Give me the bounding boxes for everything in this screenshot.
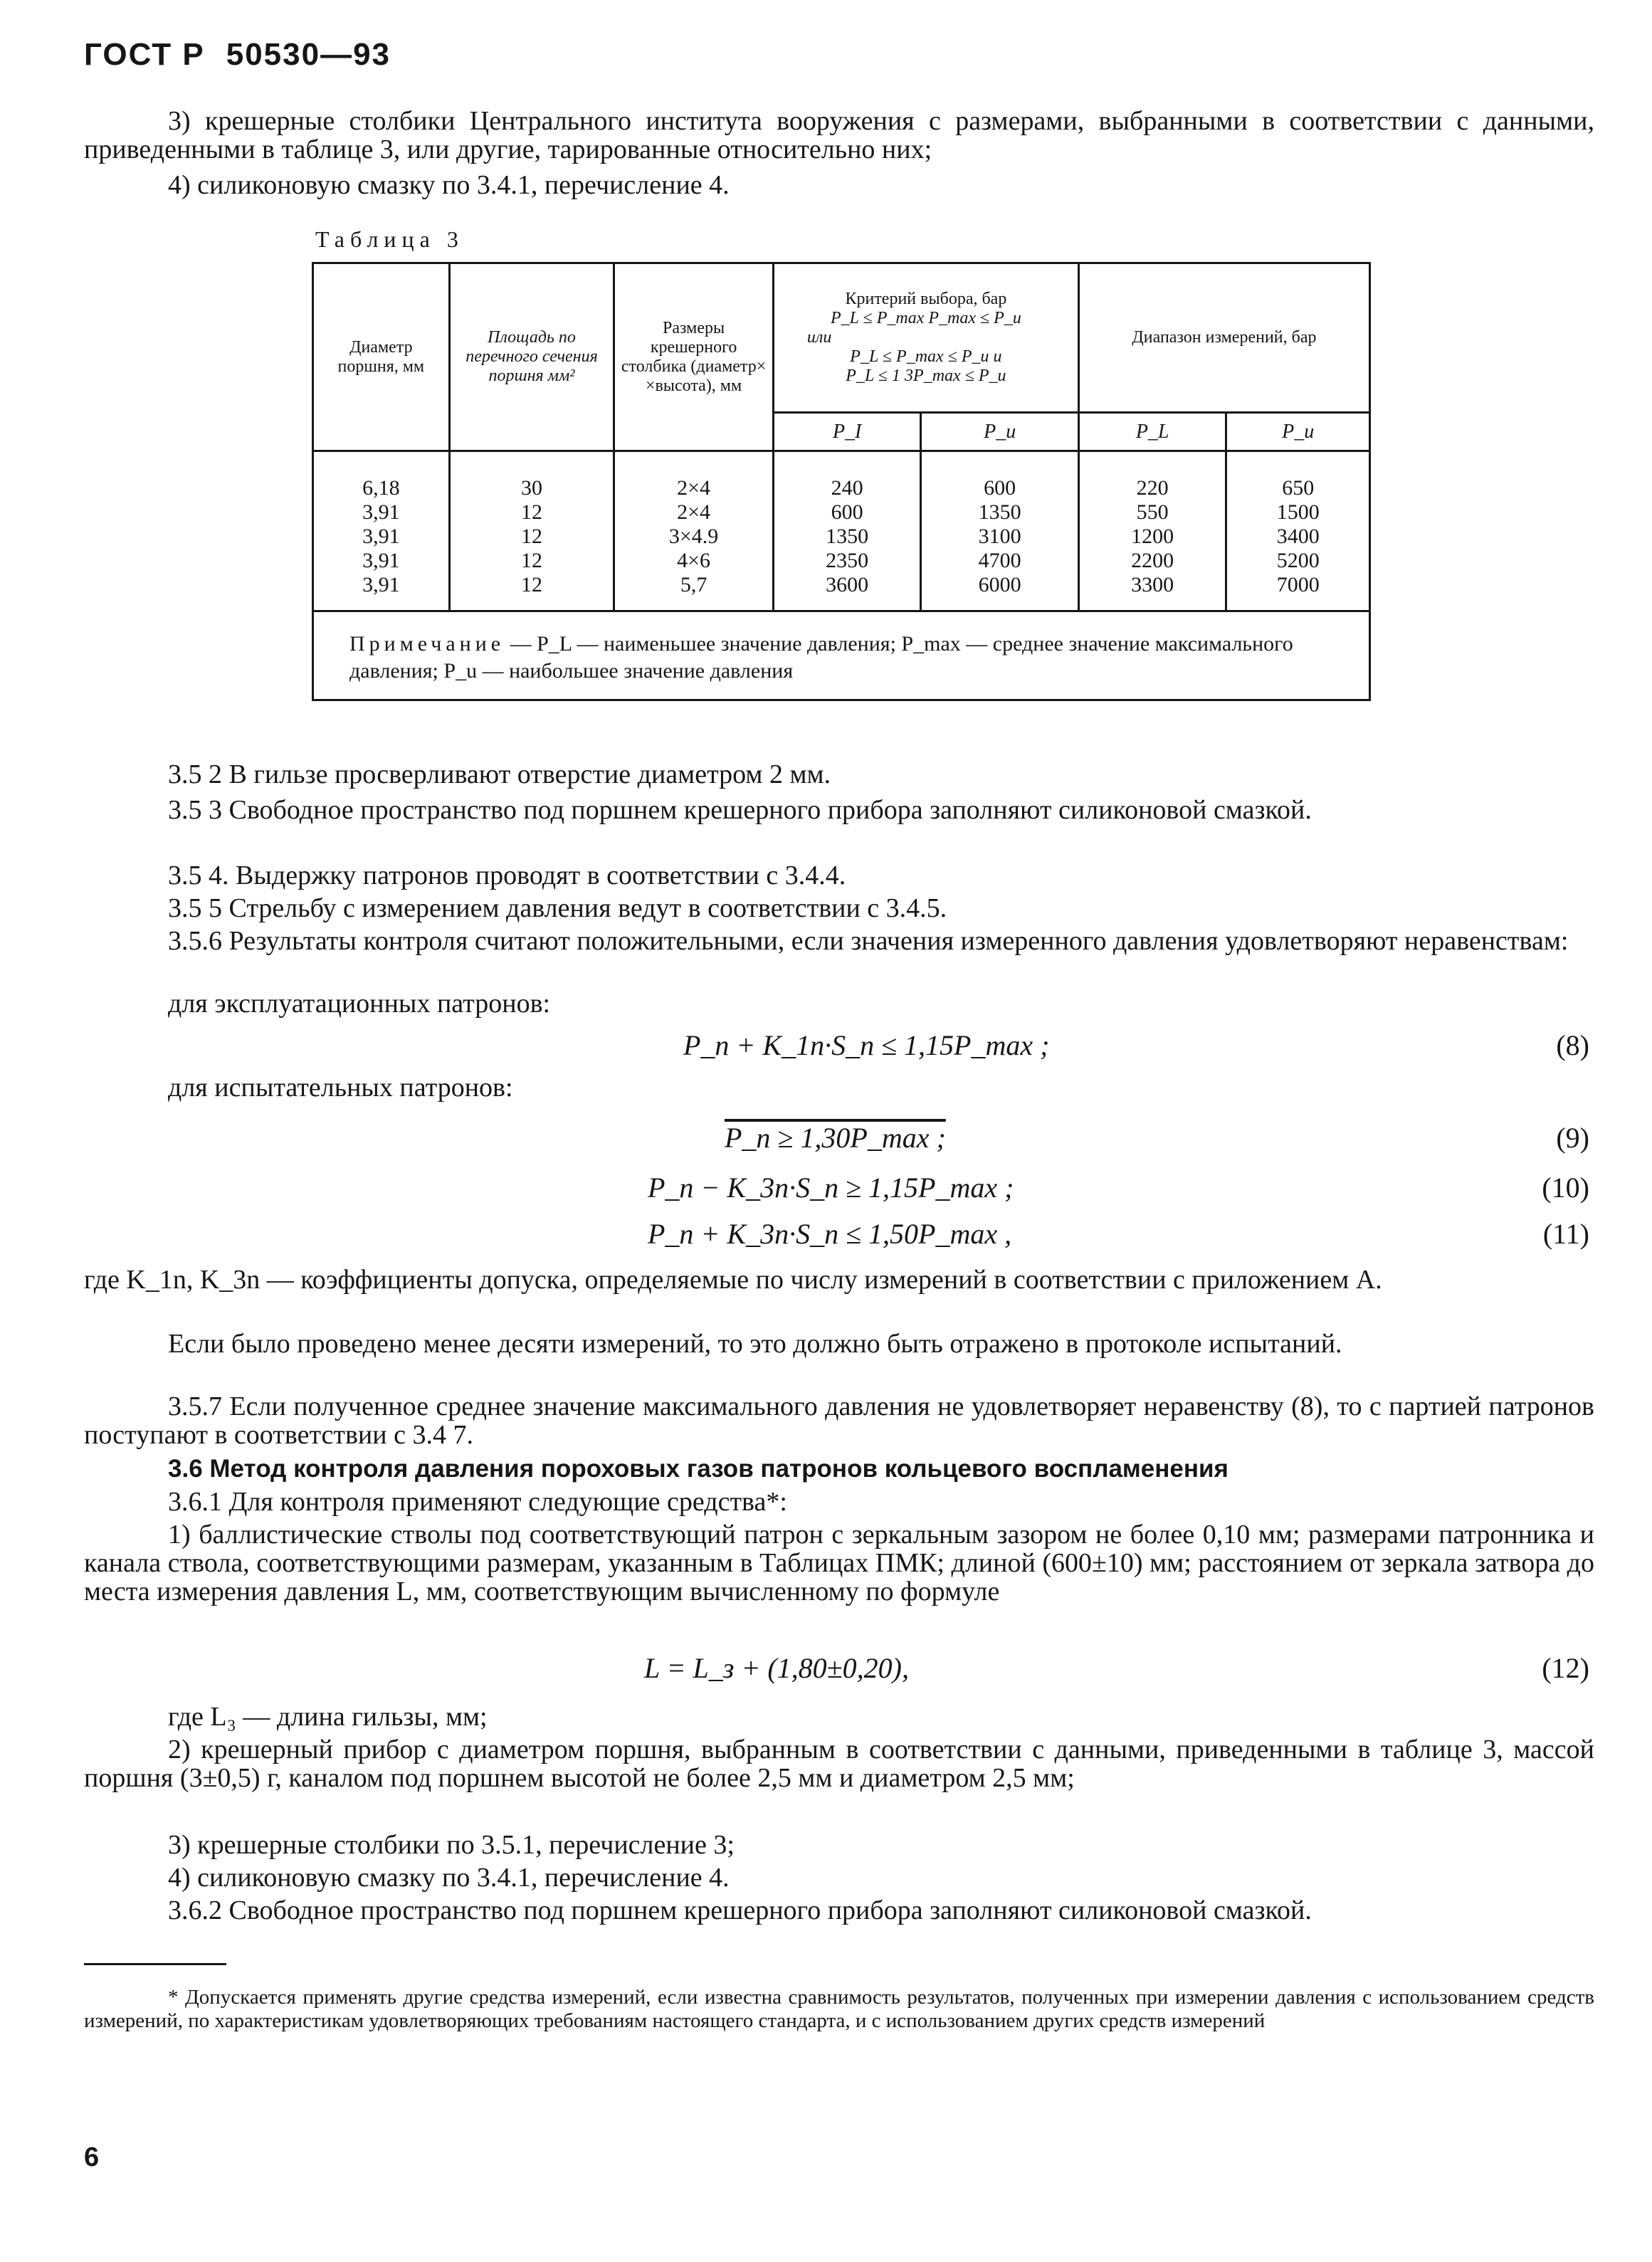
col-header-area: Площадь по перечного сечения поршня мм² <box>449 263 614 451</box>
para-3-5-3: 3.5 3 Свободное пространство под поршнем крешерного прибора заполняют силиконовой смазкой. <box>168 795 1312 825</box>
col-header-size: Размеры крешерного столбика (диаметр× ×высота), мм <box>614 263 774 451</box>
para-3-6-2: 3.6.2 Свободное пространство под поршнем крешерного прибора заполняют силиконовой смазкой. <box>168 1895 1312 1925</box>
para-3-5-6: 3.5.6 Результаты контроля считают положительными, если значения измеренного давления удовлетворяют неравенствам: <box>168 926 1569 956</box>
para-3-5-5: 3.5 5 Стрельбу с измерением давления ведут в соответствии с 3.4.5. <box>168 893 947 923</box>
subheader-range-pu: P_u <box>1226 413 1370 451</box>
table-cell: 6000 <box>978 573 1021 596</box>
formula-8: P_n + K_1n·S_n ≤ 1,15P_max ; <box>683 1029 1050 1061</box>
para-3-5-2: 3.5 2 В гильзе просверливают отверстие диаметром 2 мм. <box>168 759 831 789</box>
list-item-1: 1) баллистические стволы под соответствующий патрон с зеркальным зазором не более 0,10 мм; размерами патронника и канала ствола, соответствующими размерам, указанным в Таблицах ПМК; длиной (600±10) мм; расстоянием от зеркала затвора до места измерения давления L, мм, соответствующим вычисленному по формуле <box>84 1520 1594 1606</box>
table-cell: 240 <box>831 476 863 500</box>
col-diameter <box>313 451 450 611</box>
table-cell: 5200 <box>1276 549 1320 572</box>
para-if-less: Если было проведено менее десяти измерений, то это должно быть отражено в протоколе испытаний. <box>168 1329 1342 1359</box>
table-cell: 3600 <box>826 573 869 596</box>
note-label: Примечание <box>349 632 505 656</box>
formula-8-number: (8) <box>1556 1029 1589 1061</box>
table-cell: 1500 <box>1276 500 1320 524</box>
table-caption: Таблица 3 <box>315 226 464 252</box>
table-cell: 3×4.9 <box>668 525 719 548</box>
table-cell: 4700 <box>978 549 1021 572</box>
formula-9-number: (9) <box>1556 1122 1589 1154</box>
table-data-block <box>313 451 1370 611</box>
table-note <box>313 611 1370 700</box>
table-cell: 3400 <box>1276 525 1320 548</box>
criterion-or: или <box>806 328 832 347</box>
table-cell: 12 <box>520 525 542 548</box>
intro-item-3: 3) крешерные столбики Центрального института вооружения с размерами, выбранными в соответствии с данными, приведенными в таблице 3, или другие, тарированные относительно них; <box>84 106 1594 164</box>
col-crit-pl <box>773 451 921 611</box>
formula-12: L = L_з + (1,80±0,20), <box>644 1652 909 1684</box>
para-3-5-7: 3.5.7 Если полученное среднее значение максимального давления не удовлетворяет неравенству (8), то с партией патронов поступают в соответствии с 3.4 7. <box>84 1392 1594 1450</box>
table-cell: 600 <box>984 476 1016 500</box>
col-header-diameter: Диаметр поршня, мм <box>313 263 450 451</box>
note-text: — P_L — наименьшее значение давления; P_max — среднее значение максимального давления; P_u — наибольшее значение давления <box>349 632 1293 683</box>
list-item-2: 2) крешерный прибор с диаметром поршня, выбранным в соответствии с данными, приведенными в таблице 3, массой поршня (3±0,5) г, каналом под поршнем высотой не более 2,5 мм и диаметром 2,5 мм; <box>84 1735 1594 1793</box>
table-cell: 3,91 <box>362 549 400 572</box>
table-cell: 3300 <box>1131 573 1174 596</box>
section-3-6-title: 3.6 Метод контроля давления пороховых газов патронов кольцевого воспламенения <box>168 1455 1229 1483</box>
table-cell: 650 <box>1282 476 1315 500</box>
table-cell: 3,91 <box>362 525 400 548</box>
criterion-line-1: P_L ≤ P_max P_max ≤ P_u <box>830 309 1021 327</box>
table-cell: 2×4 <box>677 476 711 500</box>
table-cell: 1350 <box>826 525 869 548</box>
where-k-coefficients: где K_1n, K_3n — коэффициенты допуска, определяемые по числу измерений в соответствии с приложением А. <box>84 1265 1382 1295</box>
table-cell: 1200 <box>1131 525 1174 548</box>
criterion-line-2: P_L ≤ P_max ≤ P_u и <box>850 347 1002 366</box>
criterion-title: Критерий выбора, бар <box>845 290 1007 308</box>
document-header <box>84 37 391 73</box>
label-test-cartridges: для испытательных патронов: <box>168 1073 513 1103</box>
formula-9: P_n ≥ 1,30P_max ; <box>725 1122 946 1154</box>
list-item-4: 4) силиконовую смазку по 3.4.1, перечисление 4. <box>168 1863 730 1893</box>
table-cell: 550 <box>1136 500 1169 524</box>
table-cell: 7000 <box>1276 573 1320 596</box>
subheader-crit-pu: P_u <box>921 413 1078 451</box>
subheader-crit-pl: P_I <box>773 413 921 451</box>
table-cell: 600 <box>831 500 863 524</box>
where-l3: где L₃ — длина гильзы, мм; <box>168 1702 488 1732</box>
para-3-5-4: 3.5 4. Выдержку патронов проводят в соответствии с 3.4.4. <box>168 861 846 890</box>
footnote: * Допускается применять другие средства измерений, если известна сравнимость результатов, полученных при измерении давления с использованием средств измерений, по характеристикам удовлетворяющих требованиям настоящего стандарта, и с использованием других средств измерений <box>84 1986 1594 2032</box>
col-range-pl <box>1078 451 1226 611</box>
table-cell: 2×4 <box>677 500 711 524</box>
table-cell: 12 <box>520 500 542 524</box>
col-header-criterion <box>773 263 1078 413</box>
table-cell: 12 <box>520 549 542 572</box>
table-cell: 30 <box>520 476 542 500</box>
table-cell: 4×6 <box>677 549 711 572</box>
col-range-pu <box>1226 451 1370 611</box>
criterion-line-3: P_L ≤ 1 3P_max ≤ P_u <box>846 367 1006 385</box>
table-3 <box>312 262 1371 701</box>
gost-label: ГОСТ Р <box>84 37 205 72</box>
page-number: 6 <box>84 2142 100 2172</box>
col-crit-pu <box>921 451 1078 611</box>
col-size <box>614 451 774 611</box>
formula-10-number: (10) <box>1542 1172 1589 1204</box>
table-cell: 3,91 <box>362 573 400 596</box>
formula-10: P_n − K_3n·S_n ≥ 1,15P_max ; <box>648 1172 1014 1204</box>
table-cell: 220 <box>1136 476 1169 500</box>
formula-11: P_n + K_3n·S_n ≤ 1,50P_max , <box>648 1218 1012 1250</box>
subheader-range-pl: P_L <box>1078 413 1226 451</box>
table-cell: 6,18 <box>362 476 400 500</box>
table-cell: 2350 <box>826 549 869 572</box>
table-cell: 2200 <box>1131 549 1174 572</box>
table-cell: 12 <box>520 573 542 596</box>
footnote-divider <box>84 1963 226 1965</box>
table-cell: 1350 <box>978 500 1021 524</box>
table-cell: 5,7 <box>680 573 707 596</box>
label-service-cartridges: для эксплуатационных патронов: <box>168 989 551 1019</box>
intro-item-4: 4) силиконовую смазку по 3.4.1, перечисление 4. <box>168 170 730 200</box>
gost-number: 50530—93 <box>226 37 391 72</box>
col-header-range: Диапазон измерений, бар <box>1078 263 1369 413</box>
formula-11-number: (11) <box>1542 1218 1589 1250</box>
formula-12-number: (12) <box>1542 1652 1589 1684</box>
table-cell: 3100 <box>978 525 1021 548</box>
col-area <box>449 451 614 611</box>
list-item-3: 3) крешерные столбики по 3.5.1, перечисление 3; <box>168 1830 735 1860</box>
table-cell: 3,91 <box>362 500 400 524</box>
para-3-6-1: 3.6.1 Для контроля применяют следующие средства*: <box>168 1487 787 1517</box>
